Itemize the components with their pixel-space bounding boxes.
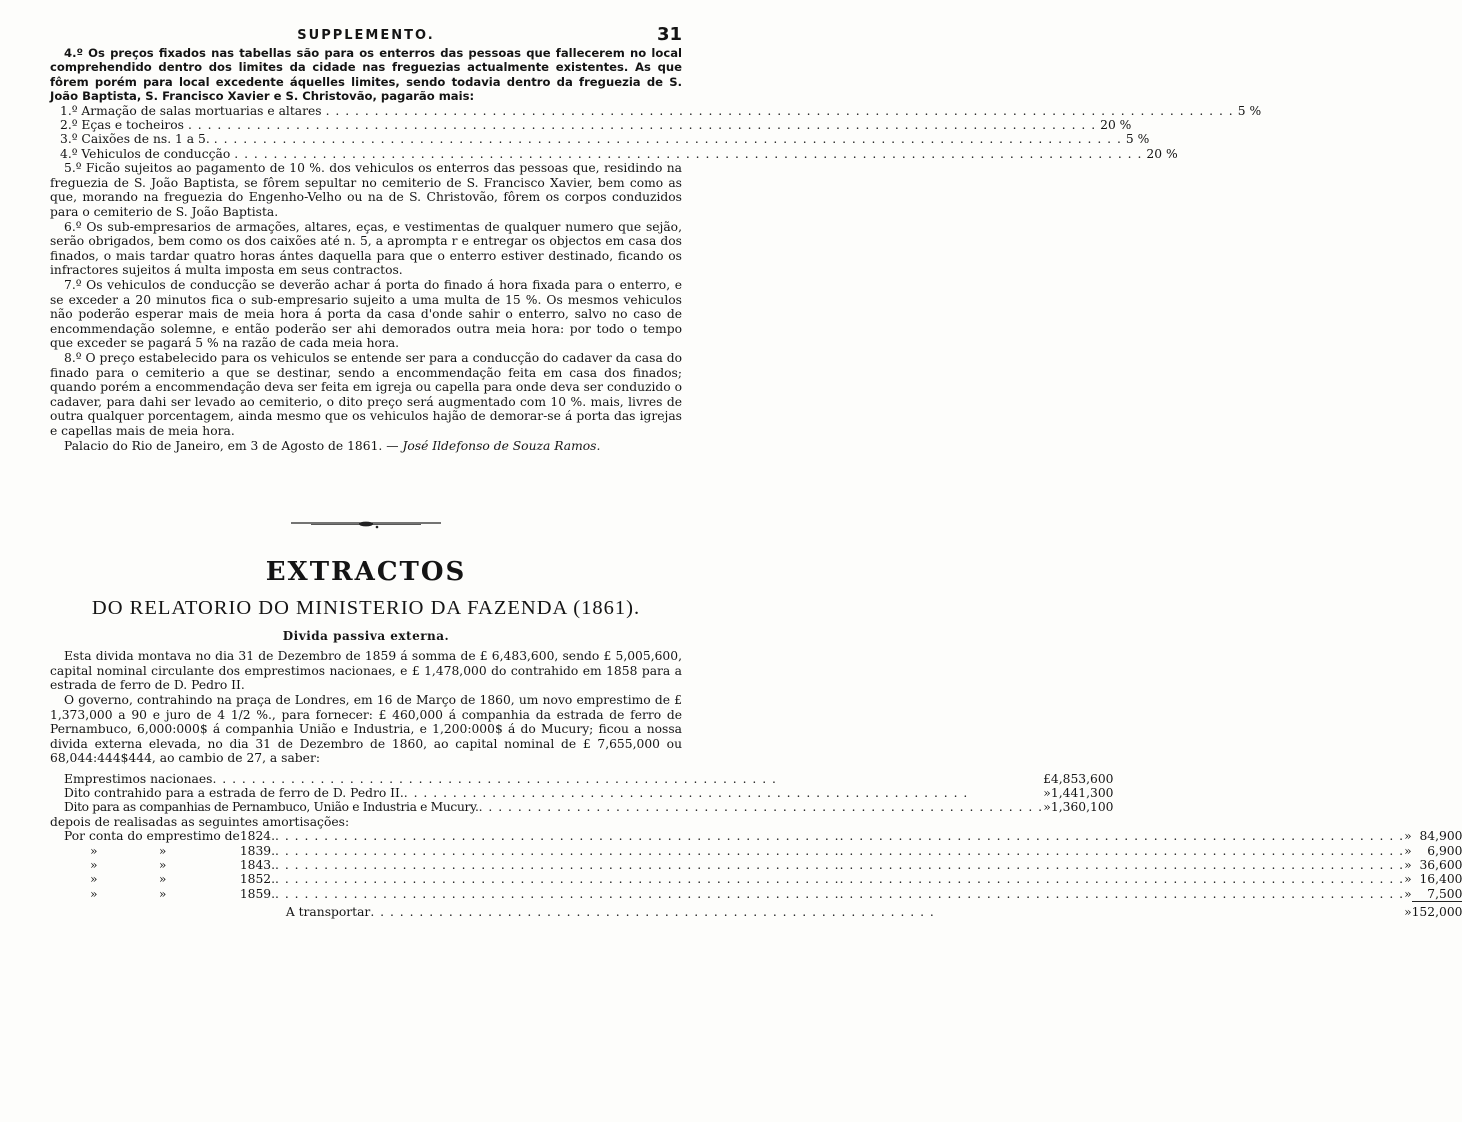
amortisations-table bbox=[50, 829, 1462, 919]
ditto-mark: » bbox=[158, 843, 167, 858]
item-4-paragraph: 4.º Os preços fixados nas tabellas são para os enterros das pessoas que fallecerem no local comprehendido dentro dos limites da cidade nas freguezias actualmente existentes. As que fôrem porém para local excedente áquelles limites, sendo todavia dentro da freguezia de S. João Baptista, S. Francisco Xavier e S. Christovão, pagarão mais: bbox=[50, 46, 682, 104]
amortisation-currency: » bbox=[1404, 829, 1412, 844]
amortisation-year: 1852. bbox=[239, 872, 276, 887]
ornamental-rule bbox=[50, 519, 682, 529]
amortisation-year: 1824. bbox=[239, 829, 276, 844]
amortisation-year: 1839. bbox=[239, 843, 276, 858]
amortisation-amount: 84,900 bbox=[1419, 829, 1462, 844]
debt-paragraph-2: O governo, contrahindo na praça de Londres, em 16 de Março de 1860, um novo emprestimo de £ 1,373,000 a 90 e juro de 4 1/2 %., para fornecer: £ 460,000 á companhia da estrada de ferro de Pernambuco, 6,000:000$ á companhia União e Industria, e 1,200:000$ á do Mucury; ficou a nossa divida externa elevada, no dia 31 de Dezembro de 1860, ao capital nominal de £ 7,655,000 ou 68,044:444$444, ao cambio de 27, a saber: bbox=[50, 692, 682, 766]
page-number: 31 bbox=[656, 24, 682, 45]
extract-subheading: DO RELATORIO DO MINISTERIO DA FAZENDA (1861). bbox=[91, 597, 641, 620]
running-head-title: SUPPLEMENTO. bbox=[297, 28, 435, 43]
surcharge-row bbox=[50, 132, 1150, 147]
ornament-icon bbox=[291, 519, 441, 529]
ditto-mark: » bbox=[158, 857, 167, 872]
amortisation-currency: » bbox=[1404, 843, 1412, 858]
surcharge-label: 2.º Eças e tocheiros bbox=[60, 118, 184, 133]
loans-table bbox=[50, 772, 1114, 815]
item-7-paragraph: 7.º Os vehiculos de conducção se deverão achar á porta do finado á hora fixada para o enterro, e se exceder a 20 minutos fica o sub-empresario sujeito a uma multa de 15 %. Os mesmos vehiculos não poderão esperar mais de meia hora á porta da casa d'onde sahir o enterro, salvo no caso de encommendação solemne, e então poderão ser ahi demorados outra meia hora: por todo o tempo que exceder se pagará 5 % na razão de cada meia hora. bbox=[50, 278, 682, 351]
ditto-mark: » bbox=[90, 857, 98, 872]
ditto-mark: » bbox=[158, 886, 167, 901]
item-6-paragraph: 6.º Os sub-empresarios de armações, altares, eças, e vestimentas de qualquer numero que sejão, serão obrigados, bem como os dos caixões até n. 5, a aprompta r e entregar os objectos em casa dos finados, o mais tardar quatro horas ántes daquella para que o enterro estiver destinado, ficando os infractores sujeitos á multa imposta em seus contractos. bbox=[50, 219, 682, 278]
table-row bbox=[50, 772, 1114, 786]
loan-amount: 4,853,600 bbox=[1050, 771, 1114, 786]
running-head bbox=[50, 24, 682, 46]
page bbox=[50, 24, 1462, 919]
carry-forward-amount: 152,000 bbox=[1412, 901, 1462, 919]
surcharge-value: 20 % bbox=[1100, 118, 1132, 133]
ditto-mark: » bbox=[90, 843, 98, 858]
debt-paragraph-1: Esta divida montava no dia 31 de Dezembro de 1859 á somma de £ 6,483,600, sendo £ 5,005,600, capital nominal circulante dos emprestimos nacionaes, e £ 1,478,000 do contrahido em 1858 para a estrada de ferro de D. Pedro II. bbox=[50, 649, 682, 693]
amortisation-year: 1859. bbox=[239, 886, 276, 901]
loan-label: Dito para as companhias de Pernambuco, União e Industria e Mucury. bbox=[64, 800, 479, 815]
surcharge-label: 4.º Vehiculos de conducção bbox=[60, 146, 231, 161]
amortisation-currency: » bbox=[1404, 857, 1412, 872]
loan-label: Emprestimos nacionaes bbox=[64, 771, 213, 786]
table-row bbox=[50, 844, 1462, 858]
surcharge-list bbox=[50, 103, 1262, 162]
table-row bbox=[50, 887, 1462, 902]
table-row bbox=[50, 800, 1114, 814]
carry-forward-label: A transportar bbox=[285, 904, 371, 919]
loan-label: Dito contrahido para a estrada de ferro de D. Pedro II. bbox=[64, 786, 404, 801]
amortisation-amount: 6,900 bbox=[1427, 843, 1462, 858]
amortisation-currency: » bbox=[1404, 872, 1412, 887]
loan-currency: » bbox=[1043, 786, 1051, 801]
ditto-mark: » bbox=[158, 872, 167, 887]
amortisation-amount: 36,600 bbox=[1419, 857, 1462, 872]
extract-heading: EXTRACTOS bbox=[265, 557, 467, 588]
surcharge-value: 5 % bbox=[1125, 132, 1150, 147]
signature-line bbox=[50, 439, 682, 454]
amortisation-currency: » bbox=[1404, 886, 1412, 901]
carry-forward-row bbox=[50, 901, 1462, 919]
ditto-mark: » bbox=[90, 872, 98, 887]
item-5-paragraph: 5.º Ficão sujeitos ao pagamento de 10 %. dos vehiculos os enterros das pessoas que, residindo na freguezia de S. João Baptista, se fôrem sepultar no cemiterio de S. Francisco Xavier, bem como as que, morando na freguezia do Engenho-Velho ou na de S. Christovão, fôrem os corpos conduzidos para o cemiterio de S. João Baptista. bbox=[50, 161, 682, 220]
table-row bbox=[50, 786, 1114, 800]
surcharge-label: 3.º Caixões de ns. 1 a 5. bbox=[60, 132, 210, 147]
loan-amount: 1,360,100 bbox=[1050, 800, 1114, 815]
signature-name: José Ildefonso de Souza Ramos. bbox=[402, 438, 601, 453]
item-8-paragraph: 8.º O preço estabelecido para os vehiculos se entende ser para a conducção do cadaver da casa do finado para o cemiterio a que se destinar, sendo a encommendação feita em casa dos finados; quando porém a encommendação deva ser feita em igreja ou capella para onde deva ser conduzido o cadaver, para dahi ser levado ao cemiterio, o dito preço será augmentado com 10 %. mais, livres de outra qualquer porcentagem, ainda mesmo que os vehiculos hajão de demorar-se á porta das igrejas e capellas mais de meia hora. bbox=[50, 350, 682, 438]
surcharge-row bbox=[50, 103, 1262, 118]
surcharge-label: 1.º Armação de salas mortuarias e altares bbox=[60, 103, 322, 118]
amortisation-amount: 7,500 bbox=[1427, 886, 1462, 901]
ditto-mark: » bbox=[90, 886, 98, 901]
surcharge-value: 5 % bbox=[1237, 103, 1262, 118]
amortisation-year: 1843. bbox=[239, 857, 276, 872]
carry-forward-currency: » bbox=[1404, 904, 1412, 919]
table-row bbox=[50, 829, 1462, 843]
loan-currency: » bbox=[1043, 800, 1051, 815]
amortisation-amount: 16,400 bbox=[1419, 872, 1462, 887]
table-row bbox=[50, 858, 1462, 872]
signature-place: Palacio do Rio de Janeiro, em 3 de Agosto de 1861. — bbox=[64, 438, 399, 453]
amortisation-prefix: Por conta do emprestimo de bbox=[64, 829, 240, 844]
amortisation-intro: depois de realisadas as seguintes amortisações: bbox=[50, 814, 350, 829]
surcharge-row bbox=[50, 146, 1178, 161]
loan-currency: £ bbox=[1043, 771, 1051, 786]
surcharge-row bbox=[50, 118, 1132, 133]
table-row bbox=[50, 872, 1462, 886]
section-title: Divida passiva externa. bbox=[282, 629, 450, 644]
loan-amount: 1,441,300 bbox=[1050, 786, 1114, 801]
surcharge-value: 20 % bbox=[1146, 146, 1178, 161]
